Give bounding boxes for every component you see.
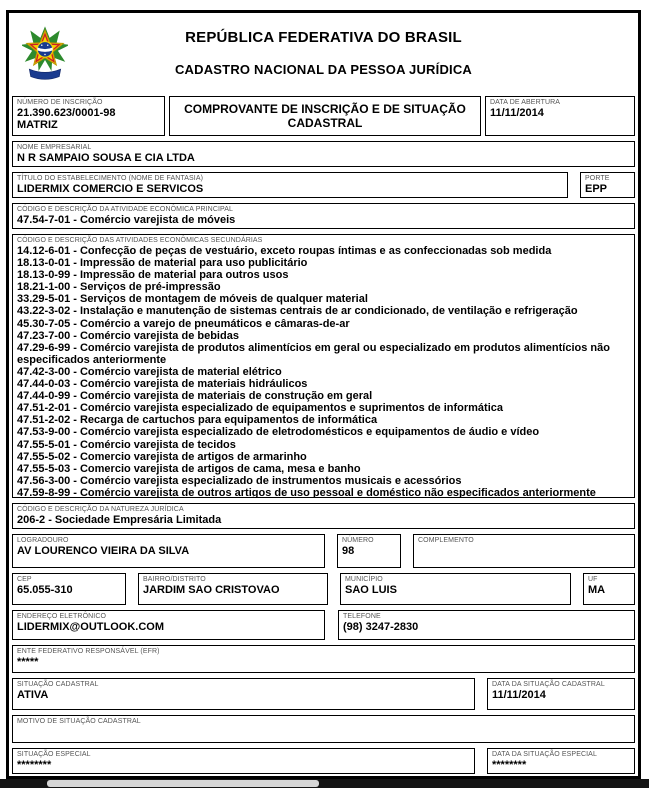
row-fantasia-porte <box>12 172 635 198</box>
field-atividades-secundarias <box>12 234 635 498</box>
field-label: ENTE FEDERATIVO RESPONSÁVEL (EFR) <box>17 648 160 655</box>
activity-line: 18.13-0-99 - Impressão de material para outros usos <box>17 269 289 282</box>
field-value: 21.390.623/0001-98 <box>17 107 116 119</box>
field-label: NOME EMPRESARIAL <box>17 144 92 151</box>
field-municipio <box>340 573 571 605</box>
field-label: DATA DA SITUAÇÃO CADASTRAL <box>492 681 605 688</box>
activity-line: 14.12-6-01 - Confecção de peças de vestuário, exceto roupas íntimas e as confeccionadas sob medida <box>17 245 552 257</box>
document-title: COMPROVANTE DE INSCRIÇÃO E DE SITUAÇÃO CADASTRAL <box>169 96 481 136</box>
field-value: 11/11/2014 <box>492 689 546 701</box>
field-situacao-especial <box>12 748 475 774</box>
header-titles <box>12 29 635 77</box>
field-value: JARDIM SAO CRISTOVAO <box>143 584 280 596</box>
activity-line: 47.23-7-00 - Comércio varejista de bebidas <box>17 329 239 342</box>
field-label: CEP <box>17 576 32 583</box>
activity-line: 47.42-3-00 - Comércio varejista de material elétrico <box>17 365 282 378</box>
activity-line: 47.55-5-02 - Comercio varejista de artigos de armarinho <box>17 450 307 463</box>
field-label: CÓDIGO E DESCRIÇÃO DA NATUREZA JURÍDICA <box>17 506 184 513</box>
field-motivo-situacao <box>12 715 635 743</box>
activity-line: 47.56-3-00 - Comércio varejista especializado de instrumentos musicais e acessórios <box>17 474 462 487</box>
document-header <box>12 15 635 91</box>
field-value: 206-2 - Sociedade Empresária Limitada <box>17 514 222 526</box>
field-label: COMPLEMENTO <box>418 537 474 544</box>
field-label: LOGRADOURO <box>17 537 69 544</box>
horizontal-scrollbar[interactable] <box>0 779 649 788</box>
field-label: UF <box>588 576 598 583</box>
activity-line: 47.55-5-01 - Comércio varejista de tecidos <box>17 438 236 451</box>
field-value: EPP <box>585 183 608 195</box>
activity-line: 47.29-6-99 - Comércio varejista de produtos alimentícios em geral ou especializado em produtos alimentícios não especificados anteriormente <box>17 341 610 366</box>
activity-line: 47.55-5-03 - Comercio varejista de artigos de cama, mesa e banho <box>17 462 361 475</box>
field-value: N R SAMPAIO SOUSA E CIA LTDA <box>17 152 195 164</box>
field-value: MA <box>588 584 606 596</box>
field-value: SAO LUIS <box>345 584 397 596</box>
field-nome-fantasia <box>12 172 568 198</box>
activity-line: 18.13-0-01 - Impressão de material para uso publicitário <box>17 257 308 270</box>
field-value: (98) 3247-2830 <box>343 621 419 633</box>
matriz-flag: MATRIZ <box>17 119 58 131</box>
activity-line: 47.44-0-03 - Comércio varejista de materiais hidráulicos <box>17 378 308 391</box>
field-value: ATIVA <box>17 689 49 701</box>
field-value: AV LOURENCO VIEIRA DA SILVA <box>17 545 190 557</box>
field-label: SITUAÇÃO ESPECIAL <box>17 751 91 758</box>
field-label: DATA DE ABERTURA <box>490 99 561 106</box>
field-telefone <box>338 610 635 640</box>
row-inscricao <box>12 96 635 136</box>
field-label: CÓDIGO E DESCRIÇÃO DAS ATIVIDADES ECONÔMICAS SECUNDÁRIAS <box>17 237 263 244</box>
atividades-secundarias-list <box>17 245 630 498</box>
field-label: CÓDIGO E DESCRIÇÃO DA ATIVIDADE ECONÔMICA PRINCIPAL <box>17 206 234 213</box>
field-label: DATA DA SITUAÇÃO ESPECIAL <box>492 751 597 758</box>
field-data-situacao-cadastral <box>487 678 635 710</box>
activity-line: 43.22-3-02 - Instalação e manutenção de sistemas centrais de ar condicionado, de ventilação e refrigeração <box>17 305 578 318</box>
field-complemento <box>413 534 635 568</box>
field-value: ******** <box>17 759 52 771</box>
row-endereco <box>12 534 635 568</box>
field-data-situacao-especial <box>487 748 635 774</box>
field-label: MOTIVO DE SITUAÇÃO CADASTRAL <box>17 718 141 725</box>
field-label: NÚMERO DE INSCRIÇÃO <box>17 99 103 106</box>
cnpj-registry-title: CADASTRO NACIONAL DA PESSOA JURÍDICA <box>174 62 473 77</box>
field-logradouro <box>12 534 325 568</box>
republic-title: REPÚBLICA FEDERATIVA DO BRASIL <box>185 29 462 46</box>
activity-line: 47.44-0-99 - Comércio varejista de materiais de construção em geral <box>17 390 373 403</box>
activity-line: 45.30-7-05 - Comércio a varejo de pneumáticos e câmaras-de-ar <box>17 317 350 330</box>
activity-line: 47.51-2-01 - Comércio varejista especializado de equipamentos e suprimentos de informática <box>17 402 504 415</box>
field-data-abertura <box>485 96 635 136</box>
field-label: NÚMERO <box>342 537 374 544</box>
activity-line: 33.29-5-01 - Serviços de montagem de móveis de qualquer material <box>17 293 368 306</box>
field-bairro <box>138 573 328 605</box>
field-numero-inscricao <box>12 96 165 136</box>
field-nome-empresarial <box>12 141 635 167</box>
field-value: LIDERMIX@OUTLOOK.COM <box>17 621 164 633</box>
field-atividade-principal <box>12 203 635 229</box>
field-label: ENDEREÇO ELETRÔNICO <box>17 613 107 620</box>
row-cep-municipio <box>12 573 635 605</box>
field-natureza-juridica <box>12 503 635 529</box>
field-cep <box>12 573 126 605</box>
field-value: LIDERMIX COMERCIO E SERVICOS <box>17 183 204 195</box>
row-contato <box>12 610 635 640</box>
activity-line: 47.51-2-02 - Recarga de cartuchos para equipamentos de informática <box>17 414 378 427</box>
field-uf <box>583 573 635 605</box>
activity-line: 18.21-1-00 - Serviços de pré-impressão <box>17 281 221 294</box>
field-efr <box>12 645 635 673</box>
scrollbar-thumb[interactable] <box>47 780 319 787</box>
cnpj-certificate-page <box>6 10 641 779</box>
field-label: SITUAÇÃO CADASTRAL <box>17 681 99 688</box>
field-value: 65.055-310 <box>17 584 73 596</box>
field-label: PORTE <box>585 175 610 182</box>
row-situacao-especial <box>12 748 635 774</box>
field-label: TÍTULO DO ESTABELECIMENTO (NOME DE FANTASIA) <box>17 175 204 182</box>
field-numero <box>337 534 401 568</box>
field-email <box>12 610 325 640</box>
field-value: 11/11/2014 <box>490 107 544 119</box>
field-value: 47.54-7-01 - Comércio varejista de móveis <box>17 214 236 226</box>
field-value: 98 <box>342 545 355 557</box>
field-situacao-cadastral <box>12 678 475 710</box>
field-value: ******** <box>492 759 527 771</box>
activity-line: 47.53-9-00 - Comércio varejista especializado de eletrodomésticos e equipamentos de áudio e vídeo <box>17 426 540 439</box>
field-porte <box>580 172 635 198</box>
row-situacao-cadastral <box>12 678 635 710</box>
field-label: MUNICÍPIO <box>345 576 383 583</box>
field-value: ***** <box>17 656 39 668</box>
field-label: BAIRRO/DISTRITO <box>143 576 206 583</box>
field-label: TELEFONE <box>343 613 381 620</box>
activity-line: 47.59-8-99 - Comércio varejista de outros artigos de uso pessoal e doméstico não especificados anteriormente <box>17 486 596 498</box>
